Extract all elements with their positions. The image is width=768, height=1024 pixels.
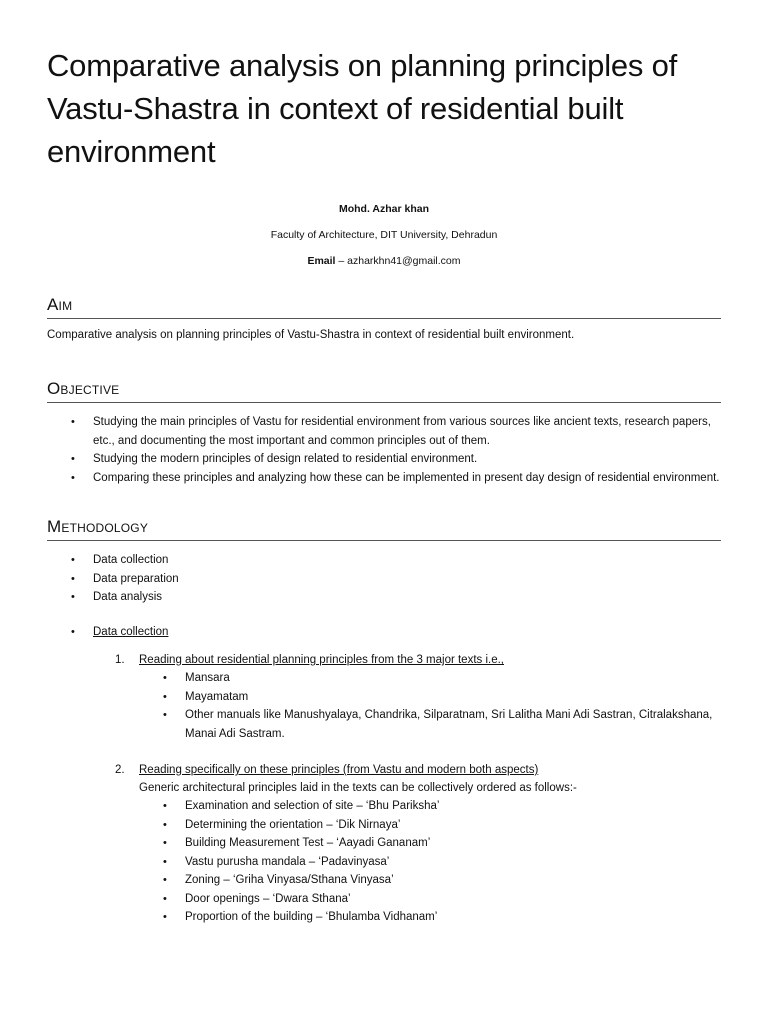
- step-item: [47, 761, 721, 927]
- data-collection-heading: • Data collection: [47, 623, 721, 642]
- methodology-heading: Methodology: [47, 517, 721, 541]
- step-title: Reading specifically on these principles (from Vastu and modern both aspects): [139, 764, 539, 776]
- list-item: • Proportion of the building – ‘Bhulamba Vidhanam’: [139, 908, 721, 927]
- step-number: 2.: [115, 764, 125, 776]
- aim-text: Comparative analysis on planning principles of Vastu-Shastra in context of residential built environment.: [47, 329, 575, 341]
- step-title: Reading about residential planning principles from the 3 major texts i.e.,: [139, 654, 505, 666]
- email-address[interactable]: – azharkhn41@gmail.com: [335, 255, 461, 267]
- list-item: • Door openings – ‘Dwara Sthana’: [139, 890, 721, 909]
- list-item: • Vastu purusha mandala – ‘Padavinyasa’: [139, 853, 721, 872]
- step-item: [47, 651, 721, 743]
- step-sublist: [139, 797, 721, 927]
- list-item: • Determining the orientation – ‘Dik Nirnaya’: [139, 816, 721, 835]
- author-name: Mohd. Azhar khan: [338, 203, 430, 215]
- list-item: • Other manuals like Manushyalaya, Chandrika, Silparatnam, Sri Lalitha Mani Adi Sastran, Citralakshana, Manai Adi Sastram.: [139, 706, 721, 743]
- methodology-list: [47, 551, 721, 607]
- objective-list: [47, 413, 721, 487]
- affiliation: Faculty of Architecture, DIT University, Dehradun: [270, 229, 498, 241]
- email-label: Email: [307, 255, 336, 267]
- list-item: • Comparing these principles and analyzing how these can be implemented in present day design of residential environment.: [47, 469, 721, 488]
- list-item: • Zoning – ‘Griha Vinyasa/Sthana Vinyasa’: [139, 871, 721, 890]
- aim-heading: Aim: [47, 295, 721, 319]
- list-item: • Mansara: [139, 669, 721, 688]
- list-item: • Data analysis: [47, 588, 721, 607]
- step-sublist: [139, 669, 721, 743]
- list-item: • Mayamatam: [139, 688, 721, 707]
- data-collection-section: [47, 623, 721, 642]
- list-item: • Studying the modern principles of design related to residential environment.: [47, 450, 721, 469]
- list-item: • Data preparation: [47, 570, 721, 589]
- list-item: • Examination and selection of site – ‘Bhu Pariksha’: [139, 797, 721, 816]
- step-intro: Generic architectural principles laid in the texts can be collectively ordered as follows:-: [139, 782, 577, 794]
- list-item: • Building Measurement Test – ‘Aayadi Gananam’: [139, 834, 721, 853]
- email-line: [47, 255, 721, 267]
- step-number: 1.: [115, 654, 125, 666]
- paper-title: Comparative analysis on planning principles of Vastu-Shastra in context of residential built environment: [47, 48, 678, 169]
- list-item: • Studying the main principles of Vastu for residential environment from various sources like ancient texts, research papers, etc., and documenting the most important and common principles out of them.: [47, 413, 721, 450]
- data-collection-steps: [47, 651, 721, 927]
- list-item: • Data collection: [47, 551, 721, 570]
- objective-heading: Objective: [47, 379, 721, 403]
